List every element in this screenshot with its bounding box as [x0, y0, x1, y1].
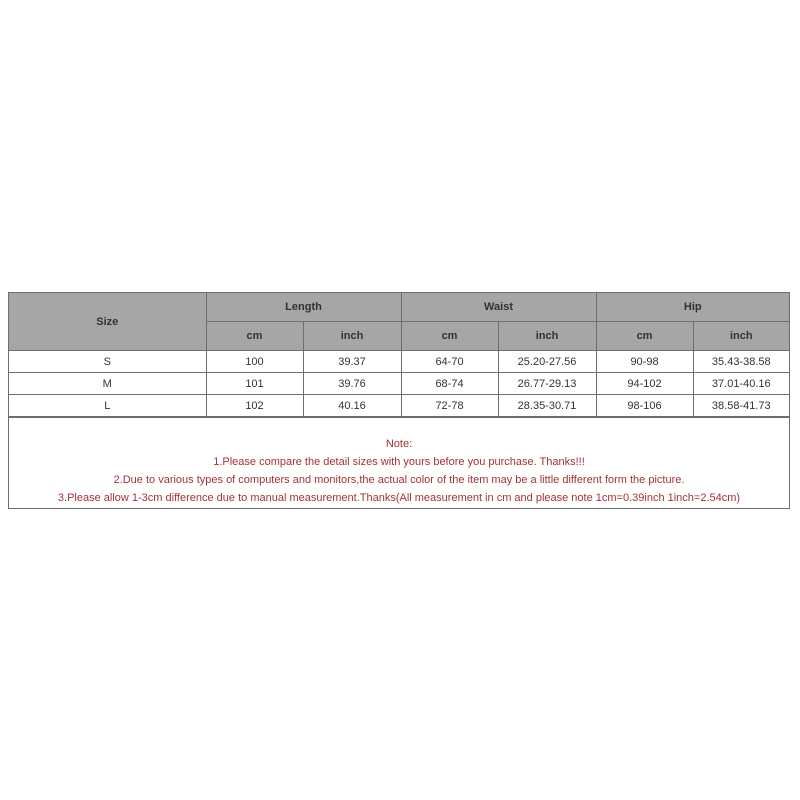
unit-header: inch: [498, 322, 596, 351]
table-row: [9, 395, 789, 417]
waist-header: Waist: [401, 293, 596, 322]
unit-header: cm: [206, 322, 303, 351]
size-cell: S: [9, 351, 206, 373]
header-row-groups: [9, 293, 789, 322]
table-cell: 100: [206, 351, 303, 373]
table-cell: 40.16: [303, 395, 401, 417]
table-cell: 101: [206, 373, 303, 395]
hip-header: Hip: [596, 293, 789, 322]
unit-header: inch: [693, 322, 789, 351]
table-cell: 28.35-30.71: [498, 395, 596, 417]
unit-header: cm: [401, 322, 498, 351]
table-cell: 98-106: [596, 395, 693, 417]
size-header: Size: [9, 293, 206, 351]
table-cell: 102: [206, 395, 303, 417]
table-cell: 35.43-38.58: [693, 351, 789, 373]
table-cell: 39.76: [303, 373, 401, 395]
note-line: 2.Due to various types of computers and monitors,the actual color of the item may be a little different form the picture.: [113, 474, 685, 486]
table-cell: 38.58-41.73: [693, 395, 789, 417]
table-cell: 90-98: [596, 351, 693, 373]
note-line: 3.Please allow 1-3cm difference due to manual measurement.Thanks(All measurement in cm and please note 1cm=0.39inch 1inch=2.54cm): [57, 492, 741, 504]
table-cell: 37.01-40.16: [693, 373, 789, 395]
table-cell: 39.37: [303, 351, 401, 373]
unit-header: cm: [596, 322, 693, 351]
size-table: [9, 293, 789, 417]
note-line: 1.Please compare the detail sizes with yours before you purchase. Thanks!!!: [213, 456, 585, 468]
table-cell: 26.77-29.13: [498, 373, 596, 395]
length-header: Length: [206, 293, 401, 322]
table-cell: 94-102: [596, 373, 693, 395]
table-cell: 72-78: [401, 395, 498, 417]
table-cell: 64-70: [401, 351, 498, 373]
unit-header: inch: [303, 322, 401, 351]
note-title: Note:: [385, 438, 413, 450]
table-row: [9, 351, 789, 373]
table-row: [9, 373, 789, 395]
size-chart: [8, 292, 790, 509]
notes-section: [9, 417, 789, 508]
table-cell: 25.20-27.56: [498, 351, 596, 373]
size-cell: M: [9, 373, 206, 395]
size-cell: L: [9, 395, 206, 417]
table-cell: 68-74: [401, 373, 498, 395]
